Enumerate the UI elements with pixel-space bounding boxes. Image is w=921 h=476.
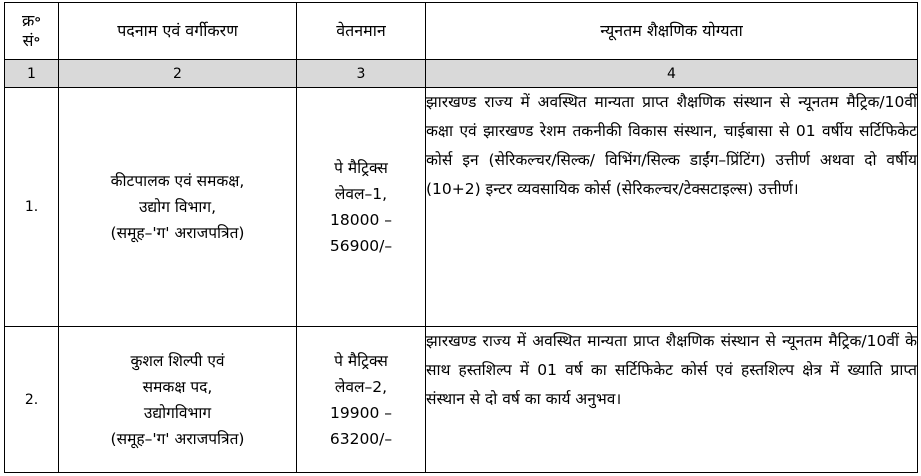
header-serial-line2: सं॰: [22, 31, 41, 50]
recruitment-table-page: [4, 2, 917, 473]
recruitment-eligibility-table: [4, 2, 918, 473]
pay-line: पे मैट्रिक्स: [334, 351, 388, 370]
row-pay-scale: [297, 327, 426, 473]
row-qualification: झारखण्ड राज्य में अवस्थित मान्यता प्राप्त शैक्षणिक संस्थान से न्यूनतम मैट्रिक/10वीं के साथ हस्तशिल्प में 01 वर्ष का सर्टिफिकेट कोर्स एवं हस्तशिल्प क्षेत्र में ख्याति प्राप्त संस्थान से दो वर्ष का कार्य अनुभव।: [426, 327, 918, 473]
post-line: (समूह–'ग' अराजपत्रित): [110, 224, 245, 242]
row-qualification: झारखण्ड राज्य में अवस्थित मान्यता प्राप्त शैक्षणिक संस्थान से न्यूनतम मैट्रिक/10वीं कक्षा एवं झारखण्ड रेशम तकनीकी विकास संस्थान, चाईबासा से 01 वर्षीय सर्टिफिकेट कोर्स इन (सेरिकल्चर/सिल्क/ विभिंग/सिल्क डाईंग–प्रिंटिंग) उत्तीर्ण अथवा दो वर्षीय (10+2) इन्टर व्यवसायिक कोर्स (सेरिकल्चर/टेक्सटाइल्स) उत्तीर्ण।: [426, 88, 918, 327]
pay-line: 56900/–: [329, 237, 393, 255]
pay-line: 18000 –: [330, 211, 392, 229]
column-number: 2: [59, 60, 297, 88]
column-number-row: [5, 60, 918, 88]
post-line: (समूह–'ग' अराजपत्रित): [110, 429, 245, 448]
table-row: [5, 327, 918, 473]
pay-line: लेवल–1,: [334, 185, 388, 203]
post-line: उद्योगविभाग: [143, 403, 212, 422]
header-qualification: न्यूनतम शैक्षणिक योग्यता: [426, 3, 918, 60]
pay-line: लेवल–2,: [334, 377, 388, 396]
pay-line: पे मैट्रिक्स: [334, 159, 388, 177]
pay-line: 63200/–: [329, 429, 393, 448]
pay-line: 19900 –: [330, 403, 392, 422]
column-number: 1: [5, 60, 59, 88]
header-serial-line1: क्र॰: [21, 11, 42, 30]
column-number: 4: [426, 60, 918, 88]
post-line: उद्योग विभाग,: [138, 198, 217, 216]
row-post-name: [59, 88, 297, 327]
post-line: कुशल शिल्पी एवं: [130, 351, 225, 370]
row-pay-scale: [297, 88, 426, 327]
row-serial: 2.: [5, 327, 59, 473]
header-serial: [5, 3, 59, 60]
table-row: [5, 88, 918, 327]
header-post: पदनाम एवं वर्गीकरण: [59, 3, 297, 60]
row-post-name: [59, 327, 297, 473]
header-row: [5, 3, 918, 60]
column-number: 3: [297, 60, 426, 88]
post-line: कीटपालक एवं समकक्ष,: [110, 172, 245, 190]
row-serial: 1.: [5, 88, 59, 327]
post-line: समकक्ष पद,: [142, 377, 213, 396]
header-pay-scale: वेतनमान: [297, 3, 426, 60]
